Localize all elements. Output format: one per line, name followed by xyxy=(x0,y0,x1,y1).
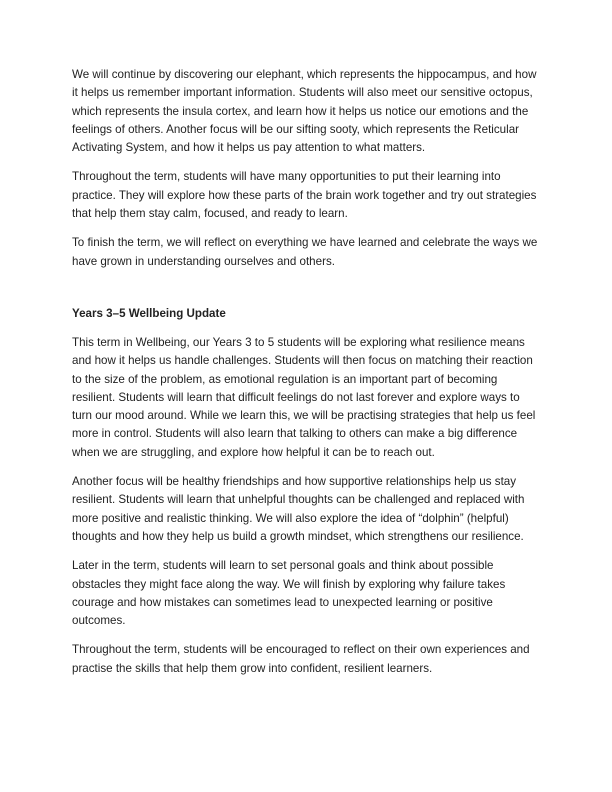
section-spacer xyxy=(72,271,542,305)
intro-section xyxy=(72,66,542,271)
wellbeing-paragraph-1: This term in Wellbeing, our Years 3 to 5 students will be exploring what resilience means and how it helps us handle challenges. Students will then focus on matching their reaction to the size of the problem, as emotional regulation is an important part of becoming resilient. Students will learn that difficult feelings do not last forever and explore ways to turn our mood around. While we learn this, we will be practising strategies that help us feel more in control. Students will also learn that talking to others can make a big difference when we are struggling, and explore how helpful it can be to reach out. xyxy=(72,335,536,459)
wellbeing-heading: Years 3–5 Wellbeing Update xyxy=(72,306,226,320)
wellbeing-paragraph-2: Another focus will be healthy friendships and how supportive relationships help us stay resilient. Students will learn that unhelpful thoughts can be challenged and replaced with more positive and realistic thinking. We will also explore the idea of “dolphin” (helpful) thoughts and how they help us build a growth mindset, which strengthens our resilience. xyxy=(72,475,525,543)
intro-paragraph-2: Throughout the term, students will have many opportunities to put their learning into practice. They will explore how these parts of the brain work together and try out strategies that help them stay calm, focused, and ready to learn. xyxy=(72,170,537,221)
intro-paragraph-3: To finish the term, we will reflect on everything we have learned and celebrate the ways we have grown in understanding ourselves and others. xyxy=(72,236,538,268)
document-page xyxy=(72,66,542,678)
wellbeing-paragraph-3: Later in the term, students will learn to set personal goals and think about possible obstacles they might face along the way. We will finish by exploring why failure takes courage and how mistakes can sometimes lead to unexpected learning or positive outcomes. xyxy=(72,559,506,628)
intro-paragraph-1: We will continue by discovering our elephant, which represents the hippocampus, and how it helps us remember important information. Students will also meet our sensitive octopus, which represents the insula cortex, and learn how it helps us notice our emotions and the feelings of others. Another focus will be our sifting sooty, which represents the Reticular Activating System, and how it helps us pay attention to what matters. xyxy=(72,68,537,155)
wellbeing-section xyxy=(72,305,542,678)
wellbeing-paragraph-4: Throughout the term, students will be encouraged to reflect on their own experiences and practise the skills that help them grow into confident, resilient learners. xyxy=(72,643,530,675)
